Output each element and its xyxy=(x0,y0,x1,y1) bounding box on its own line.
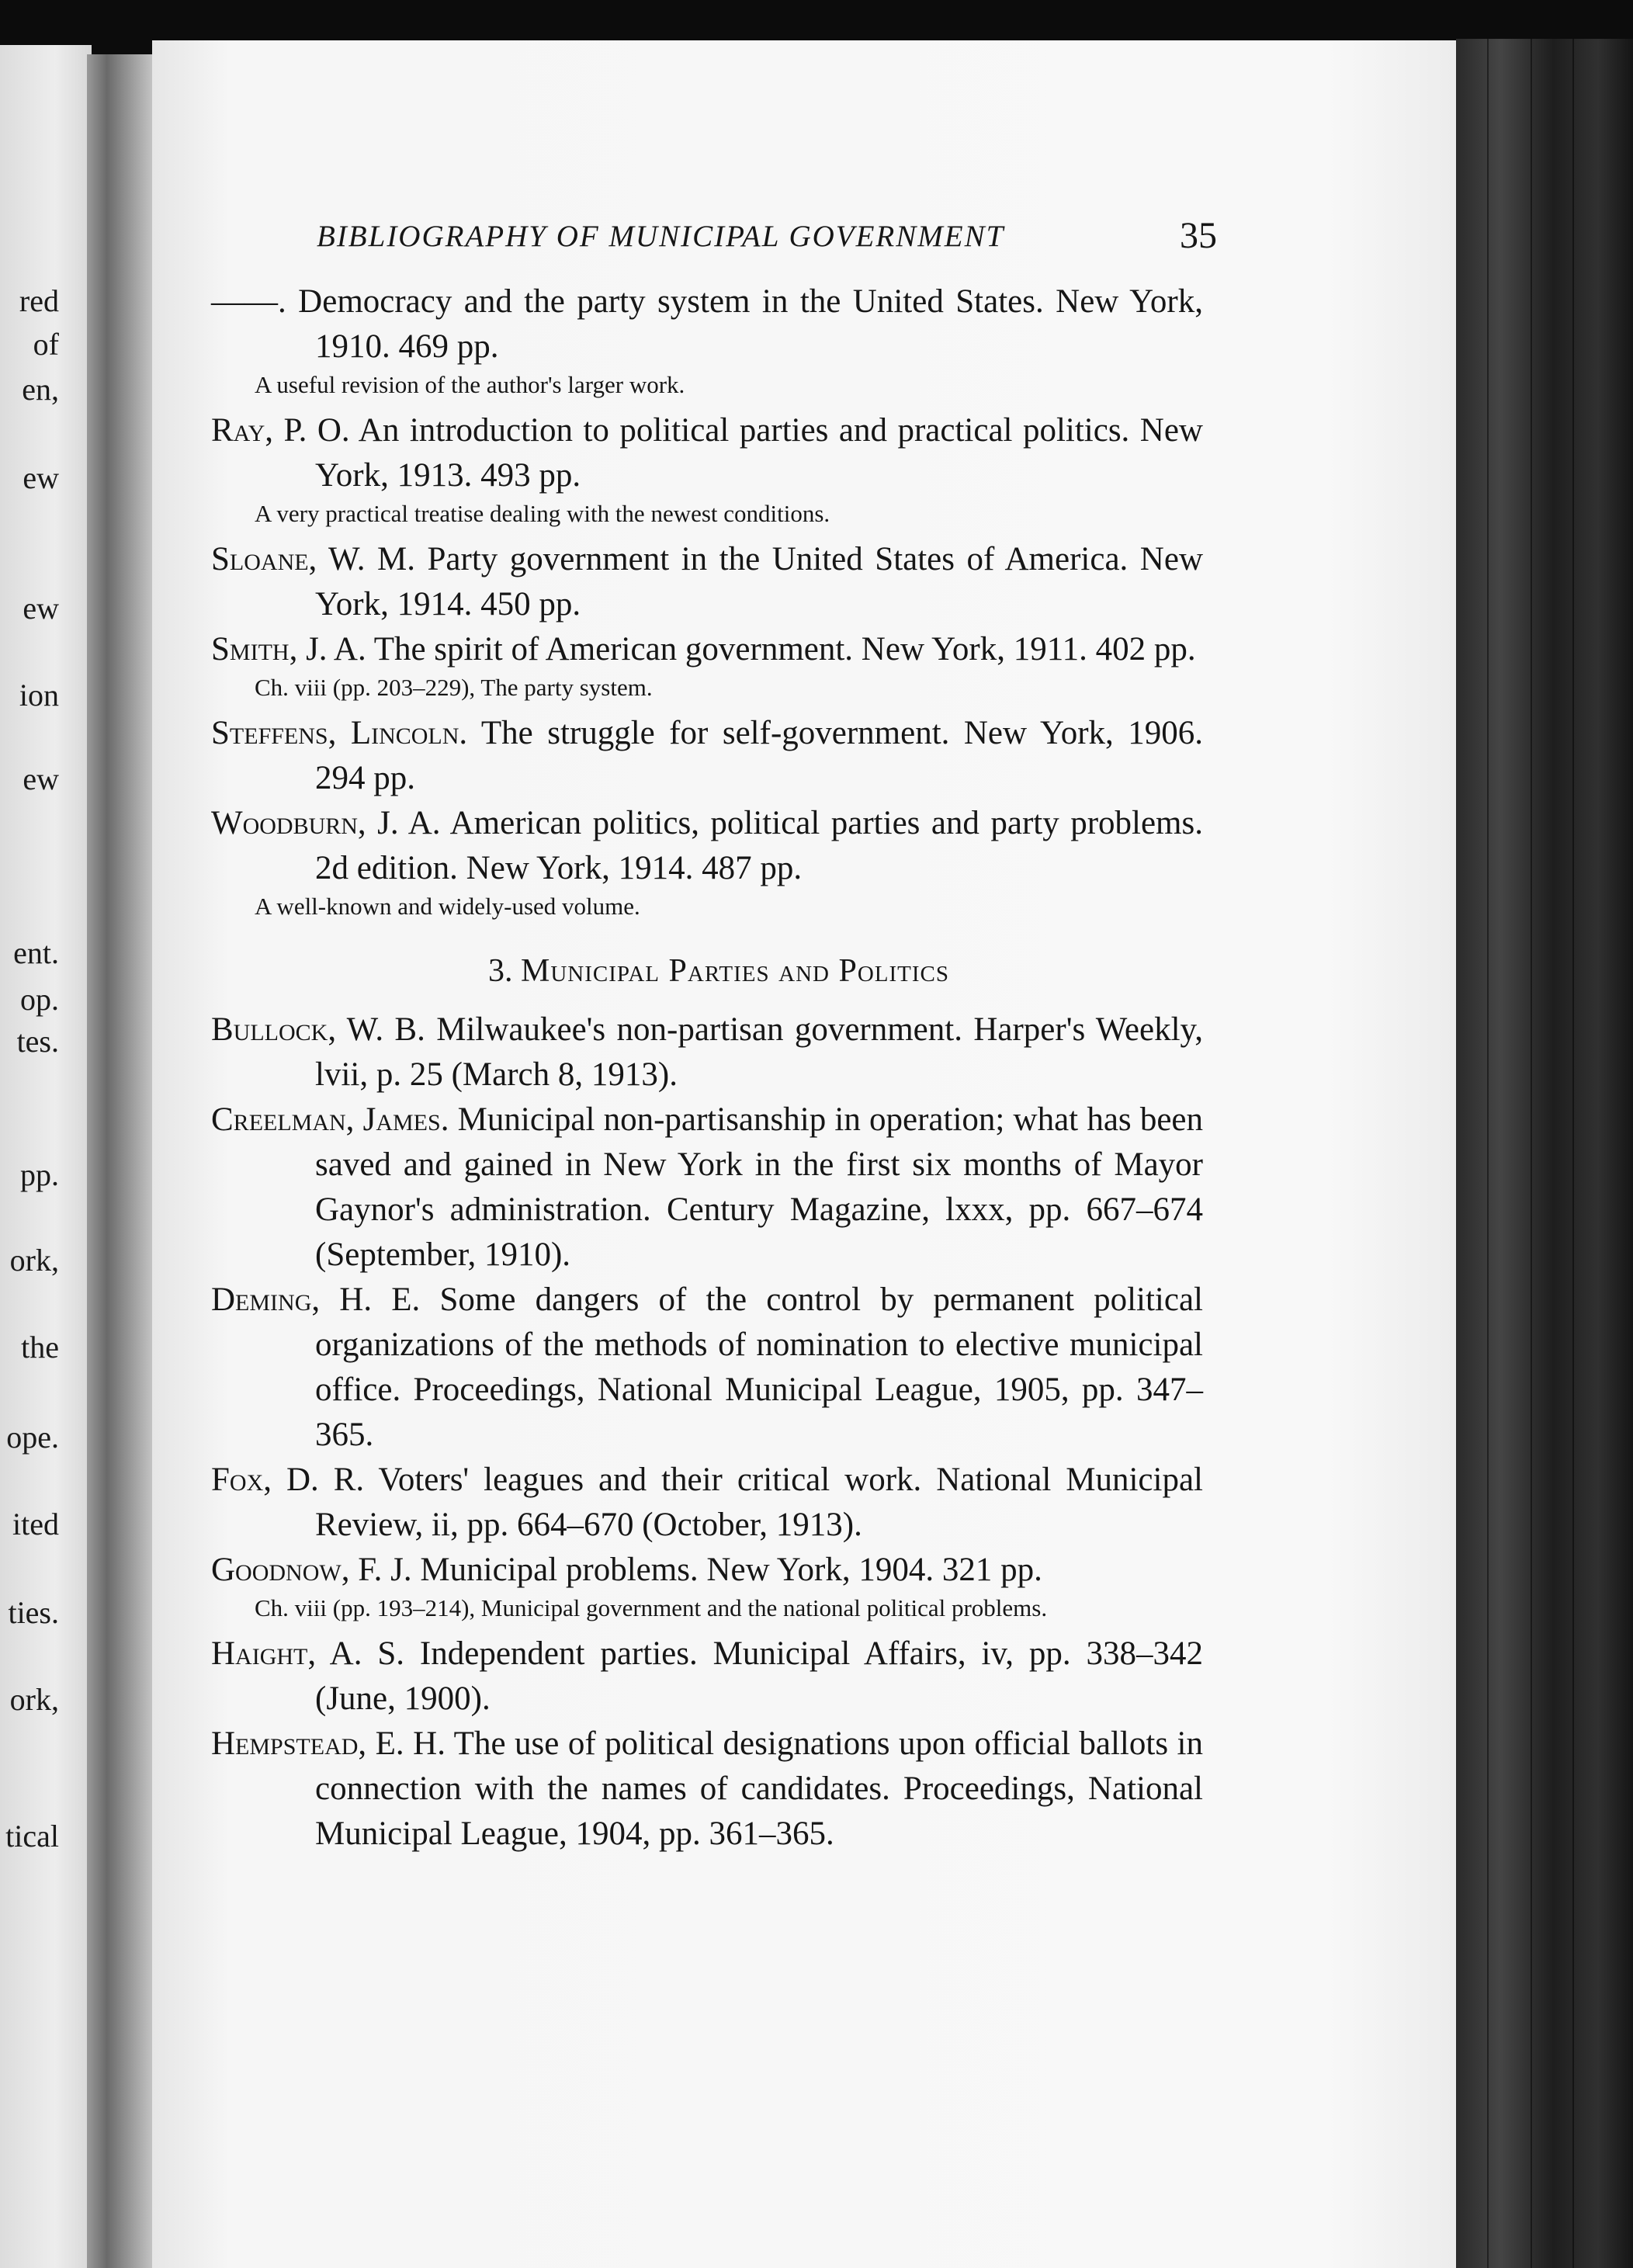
entry-citation: Independent parties. Municipal Affairs, iv, pp. 338–342 (June, 1900). xyxy=(315,1635,1203,1717)
entry-author: Haight, A. S. xyxy=(211,1635,405,1672)
entry-author: Creelman, James. xyxy=(211,1101,449,1138)
entry-citation: Municipal non-partisanship in operation; what has been saved and gained in New York in the first six months of Mayor Gaynor's administration. Century Magazine, lxxx, pp. 667–674 (September, 1910). xyxy=(315,1101,1203,1273)
section-number: 3. xyxy=(488,953,513,989)
page-number: 35 xyxy=(1180,215,1217,256)
bibliography-body xyxy=(211,279,1203,1857)
bibliography-entry xyxy=(211,1278,1203,1458)
facing-page-fragment: ork, xyxy=(9,1243,59,1278)
entry-citation: The spirit of American government. New York, 1911. 402 pp. xyxy=(366,631,1196,668)
bibliography-entry xyxy=(211,1722,1203,1857)
facing-page-fragment: ork, xyxy=(9,1682,59,1717)
facing-page-fragment: ties. xyxy=(8,1595,59,1630)
section-title: Municipal Parties and Politics xyxy=(521,953,949,989)
bibliography-entry xyxy=(211,801,1203,891)
facing-page-fragment: ew xyxy=(23,591,59,626)
page-edges xyxy=(1456,39,1633,2268)
entry-citation: American politics, political parties and party problems. 2d edition. New York, 1914. 487 pp. xyxy=(315,805,1203,886)
entry-citation: Milwaukee's non-partisan government. Harper's Weekly, lvii, p. 25 (March 8, 1913). xyxy=(315,1011,1203,1093)
facing-page-fragment: tes. xyxy=(16,1024,59,1059)
entry-citation: Party government in the United States of America. New York, 1914. 450 pp. xyxy=(315,541,1203,622)
bibliography-entry xyxy=(211,1007,1203,1098)
facing-page-fragment: en, xyxy=(22,372,59,407)
entry-author: Sloane, W. M. xyxy=(211,541,415,577)
bibliography-entry xyxy=(211,627,1203,672)
facing-page-fragment: ew xyxy=(23,761,59,796)
entry-author: Steffens, Lincoln. xyxy=(211,715,468,751)
entry-citation: . Democracy and the party system in the United States. New York, 1910. 469 pp. xyxy=(278,283,1203,365)
section-heading xyxy=(211,948,1203,994)
entry-author: Bullock, W. B. xyxy=(211,1011,425,1048)
facing-page-fragment: the xyxy=(21,1330,59,1365)
entry-citation: Voters' leagues and their critical work. National Municipal Review, ii, pp. 664–670 (October, 1913). xyxy=(315,1462,1204,1543)
entry-author: Smith, J. A. xyxy=(211,631,366,668)
bibliography-list xyxy=(211,1007,1203,1857)
facing-page-fragment: op. xyxy=(20,982,59,1017)
entry-citation: Some dangers of the control by permanent political organizations of the methods of nomination to elective municipal office. Proceedings, National Municipal League, 1905, pp. 347–365. xyxy=(315,1281,1203,1453)
entry-author: Deming, H. E. xyxy=(211,1281,421,1318)
bibliography-entry xyxy=(211,1632,1203,1722)
entry-citation: The struggle for self-government. New York, 1906. 294 pp. xyxy=(315,715,1203,796)
bibliography-entry xyxy=(211,408,1203,498)
bibliography-entry xyxy=(211,537,1203,627)
facing-page-fragment: ion xyxy=(19,678,59,713)
entry-author: Hempstead, E. H. xyxy=(211,1725,446,1762)
facing-page-fragment: ited xyxy=(12,1507,59,1541)
bibliography-list xyxy=(211,279,1203,922)
entry-annotation: Ch. viii (pp. 203–229), The party system. xyxy=(255,674,653,701)
facing-page-fragment: red xyxy=(19,283,59,318)
bibliography-entry xyxy=(211,279,1203,369)
facing-page-fragment: ent. xyxy=(13,935,59,970)
entry-author: Woodburn, J. A. xyxy=(211,805,441,841)
bibliography-entry xyxy=(211,1458,1203,1548)
running-head xyxy=(317,214,1217,261)
facing-page-fragment: ew xyxy=(23,460,59,495)
facing-page-fragment: ope. xyxy=(6,1420,59,1455)
facing-page-fragment: tical xyxy=(5,1819,59,1854)
entry-annotation: A useful revision of the author's larger work. xyxy=(255,371,685,398)
entry-annotation: A very practical treatise dealing with the newest conditions. xyxy=(255,500,830,527)
facing-page xyxy=(0,45,92,2268)
entry-annotation: A well-known and widely-used volume. xyxy=(255,893,640,920)
entry-author: —— xyxy=(211,283,278,320)
bibliography-entry xyxy=(211,1098,1203,1278)
facing-page-fragment: of xyxy=(33,327,59,362)
entry-author: Goodnow, F. J. xyxy=(211,1552,412,1588)
bibliography-entry xyxy=(211,1548,1203,1593)
entry-author: Fox, D. R. xyxy=(211,1462,365,1498)
entry-citation: The use of political designations upon official ballots in connection with the names of candidates. Proceedings, National Municipal League, 1904, pp. 361–365. xyxy=(315,1725,1203,1852)
book-gutter xyxy=(87,54,154,2268)
entry-author: Ray, P. O. xyxy=(211,412,350,449)
running-title: BIBLIOGRAPHY OF MUNICIPAL GOVERNMENT xyxy=(317,220,1005,253)
entry-citation: Municipal problems. New York, 1904. 321 pp. xyxy=(411,1552,1042,1588)
facing-page-fragment: pp. xyxy=(20,1157,59,1192)
entry-annotation: Ch. viii (pp. 193–214), Municipal government and the national political problems. xyxy=(255,1594,1048,1621)
bibliography-entry xyxy=(211,711,1203,801)
entry-citation: An introduction to political parties and practical politics. New York, 1913. 493 pp. xyxy=(315,412,1203,494)
